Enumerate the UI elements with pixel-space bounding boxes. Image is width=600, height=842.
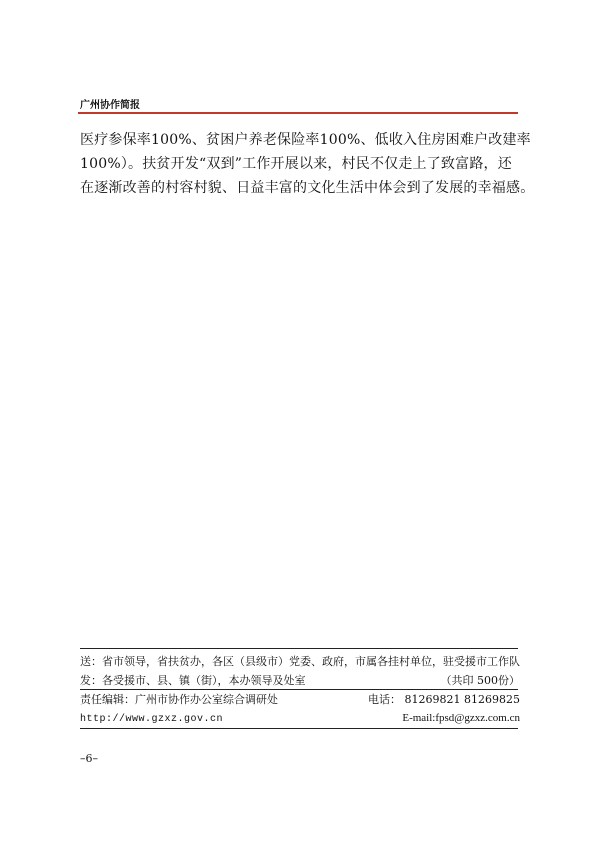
- footer-divider-middle: [80, 689, 518, 690]
- header-title: 广州协作简报: [80, 100, 140, 111]
- distribution-line-2: [80, 671, 520, 690]
- phone-numbers: 电话： 81269821 81269825: [368, 693, 520, 706]
- page-number: –6–: [80, 752, 98, 765]
- email-link[interactable]: E-mail:fpsd@gzxz.com.cn: [402, 712, 520, 724]
- contact-row: [80, 710, 520, 728]
- website-link[interactable]: http://www.gzxz.gov.cn: [80, 714, 224, 725]
- footer-divider-top: [80, 648, 518, 649]
- body-line-3: 在逐渐改善的村容村貌、日益丰富的文化生活中体会到了发展的幸福感。: [80, 180, 535, 196]
- distribution-line-1: 送：省市领导，省扶贫办，各区（县级市）党委、政府，市属各挂村单位，驻受援市工作队: [80, 655, 520, 668]
- distribution-recipients: 发：各受援市、县、镇（街），本办领导及处室: [80, 674, 306, 687]
- body-line-2: 100%）。扶贫开发“双到”工作开展以来，村民不仅走上了致富路，还: [80, 156, 512, 172]
- distribution-list: [80, 652, 520, 690]
- body-paragraph: [80, 128, 535, 200]
- print-copies: （共印 500份）: [440, 674, 520, 687]
- editor-row: [80, 692, 520, 708]
- footer-divider-bottom: [80, 728, 518, 729]
- header-divider: [78, 112, 518, 114]
- body-line-1: 医疗参保率100%、贫困户养老保险率100%、低收入住房困难户改建率: [80, 132, 531, 148]
- responsible-editor: 责任编辑：广州市协作办公室综合调研处: [80, 693, 278, 706]
